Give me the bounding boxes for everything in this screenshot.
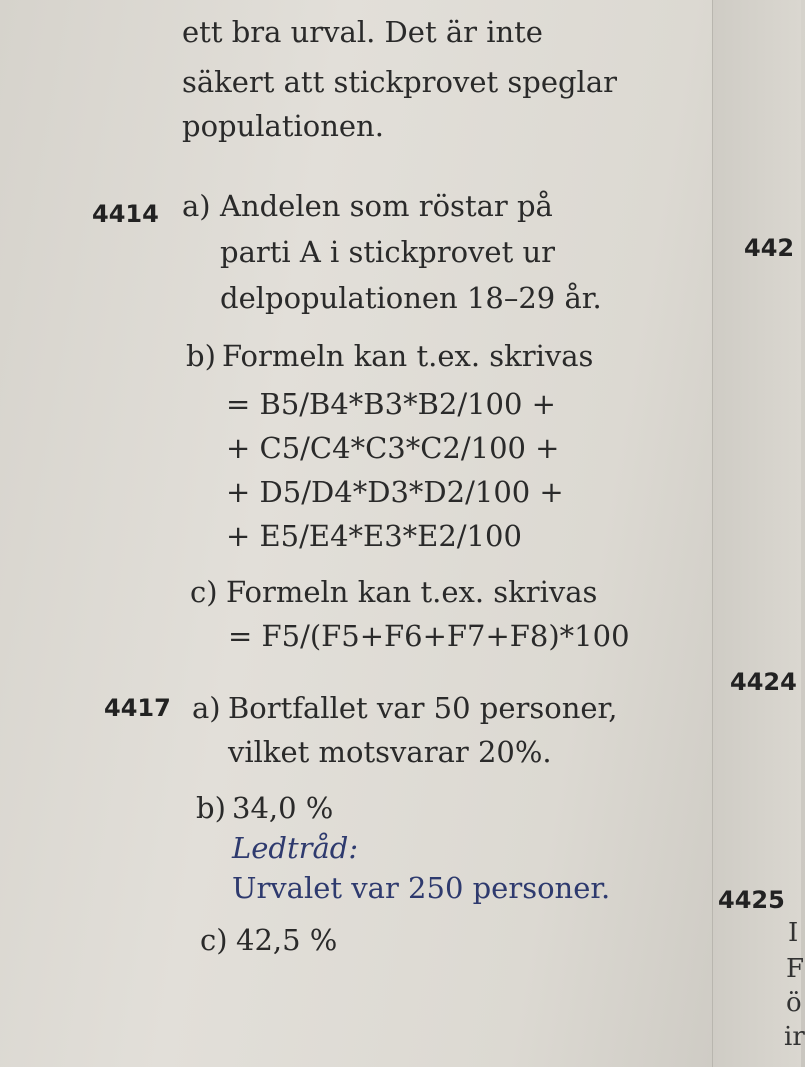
hint-text: Urvalet var 250 personer. [232, 871, 611, 905]
adjacent-problem-number: 442 [744, 234, 795, 262]
problem-number: 4414 [92, 200, 159, 228]
part-label: a) [182, 189, 211, 223]
adjacent-problem-number: 4425 [718, 886, 785, 914]
answer-line: vilket motsvarar 20%. [228, 735, 552, 769]
answer-line: parti A i stickprovet ur [220, 235, 555, 269]
intro-line: ett bra urval. Det är inte [182, 15, 543, 49]
answer-line: delpopulationen 18–29 år. [220, 281, 602, 315]
part-label: a) [192, 691, 221, 725]
formula-line: + E5/E4*E3*E2/100 [226, 519, 522, 553]
answer-line: 34,0 % [232, 791, 334, 825]
problem-number: 4417 [104, 694, 171, 722]
answer-line: Formeln kan t.ex. skrivas [222, 339, 594, 373]
hint-title: Ledtråd: [232, 831, 359, 865]
intro-line: säkert att stickprovet speglar [182, 65, 617, 99]
formula-line: + D5/D4*D3*D2/100 + [226, 475, 564, 509]
adjacent-problem-number: 4424 [730, 668, 797, 696]
answer-line: Bortfallet var 50 personer, [228, 691, 618, 725]
answer-line: Formeln kan t.ex. skrivas [226, 575, 598, 609]
part-label: b) [186, 339, 216, 373]
answer-line: 42,5 % [236, 923, 338, 957]
part-label: c) [190, 575, 218, 609]
intro-line: populationen. [182, 109, 384, 143]
formula-line: = B5/B4*B3*B2/100 + [226, 387, 556, 421]
formula-line: = F5/(F5+F6+F7+F8)*100 [228, 619, 630, 653]
adjacent-text-fragment: F [786, 954, 805, 984]
part-label: b) [196, 791, 226, 825]
formula-line: + C5/C4*C3*C2/100 + [226, 431, 560, 465]
adjacent-text-fragment: ö [786, 988, 802, 1018]
adjacent-text-fragment: I [788, 918, 799, 948]
part-label: c) [200, 923, 228, 957]
adjacent-text-fragment: ir [784, 1022, 805, 1052]
answer-line: Andelen som röstar på [220, 189, 553, 223]
